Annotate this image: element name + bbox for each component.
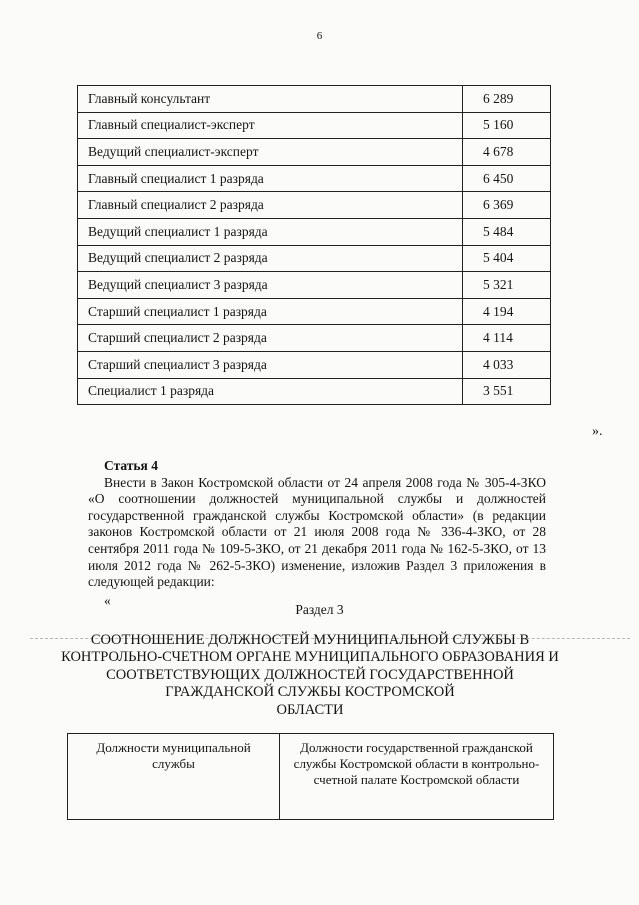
salary-value: 4 678 [463, 139, 551, 166]
position-name: Ведущий специалист 3 разряда [78, 272, 463, 299]
salary-row [78, 112, 551, 139]
salary-value: 6 450 [463, 165, 551, 192]
salary-row [78, 139, 551, 166]
article-body: Внести в Закон Костромской области от 24 апреля 2008 года № 305-4-ЗКО «О соотношении должностей муниципальной службы и должностей государственной гражданской службы Костромской области» (в редакции законов Костромской области от 21 июля 2008 года № 336-4-ЗКО, от 28 сентября 2011 года № 109-5-ЗКО, от 21 декабря 2011 года № 162-5-ЗКО, от 13 июля 2012 года № 262-5-ЗКО) изменение, изложив Раздел 3 приложения в следующей редакции: [88, 474, 546, 590]
correspondence-table [67, 733, 554, 820]
page-number: 6 [316, 30, 323, 42]
salary-row [78, 325, 551, 352]
salary-row [78, 351, 551, 378]
position-name: Ведущий специалист-эксперт [78, 139, 463, 166]
correspondence-header-row [68, 734, 554, 820]
position-name: Ведущий специалист 2 разряда [78, 245, 463, 272]
salary-value: 6 289 [463, 86, 551, 113]
salary-value: 5 321 [463, 272, 551, 299]
article-title: Статья 4 [104, 458, 158, 473]
salary-value: 5 404 [463, 245, 551, 272]
salary-row [78, 218, 551, 245]
salary-value: 6 369 [463, 192, 551, 219]
position-name: Главный консультант [78, 86, 463, 113]
section-heading [60, 632, 560, 719]
article-block [88, 458, 546, 609]
salary-row [78, 165, 551, 192]
position-name: Главный специалист 1 разряда [78, 165, 463, 192]
heading-line: СООТНОШЕНИЕ ДОЛЖНОСТЕЙ МУНИЦИПАЛЬНОЙ СЛУЖБЫ В [90, 632, 530, 648]
heading-line: СООТВЕТСТВУЮЩИХ ДОЛЖНОСТЕЙ ГОСУДАРСТВЕННОЙ [106, 666, 514, 683]
position-name: Старший специалист 2 разряда [78, 325, 463, 352]
salary-value: 4 033 [463, 351, 551, 378]
salary-value: 5 484 [463, 218, 551, 245]
salary-value: 3 551 [463, 378, 551, 405]
salary-table-body [78, 86, 551, 405]
salary-table [77, 85, 551, 405]
section-label: Раздел 3 [295, 602, 344, 617]
salary-row [78, 86, 551, 113]
position-name: Ведущий специалист 1 разряда [78, 218, 463, 245]
heading-line: КОНТРОЛЬНО-СЧЕТНОМ ОРГАНЕ МУНИЦИПАЛЬНОГО ОБРАЗОВАНИЯ И [61, 649, 559, 666]
closing-quote: ». [592, 424, 603, 439]
salary-value: 4 194 [463, 298, 551, 325]
position-name: Главный специалист 2 разряда [78, 192, 463, 219]
salary-row [78, 272, 551, 299]
municipal-positions-header: Должности муниципальной службы [68, 734, 280, 820]
position-name: Специалист 1 разряда [78, 378, 463, 405]
salary-value: 5 160 [463, 112, 551, 139]
heading-line: ГРАЖДАНСКОЙ СЛУЖБЫ КОСТРОМСКОЙ [165, 684, 455, 701]
position-name: Главный специалист-эксперт [78, 112, 463, 139]
salary-row [78, 298, 551, 325]
salary-value: 4 114 [463, 325, 551, 352]
opening-quote: « [104, 592, 111, 608]
position-name: Старший специалист 1 разряда [78, 298, 463, 325]
salary-row [78, 245, 551, 272]
heading-line: ОБЛАСТИ [276, 701, 344, 718]
position-name: Старший специалист 3 разряда [78, 351, 463, 378]
salary-row [78, 378, 551, 405]
state-positions-header: Должности государственной гражданской службы Костромской области в контрольно-счетной палате Костромской области [280, 734, 554, 820]
salary-row [78, 192, 551, 219]
